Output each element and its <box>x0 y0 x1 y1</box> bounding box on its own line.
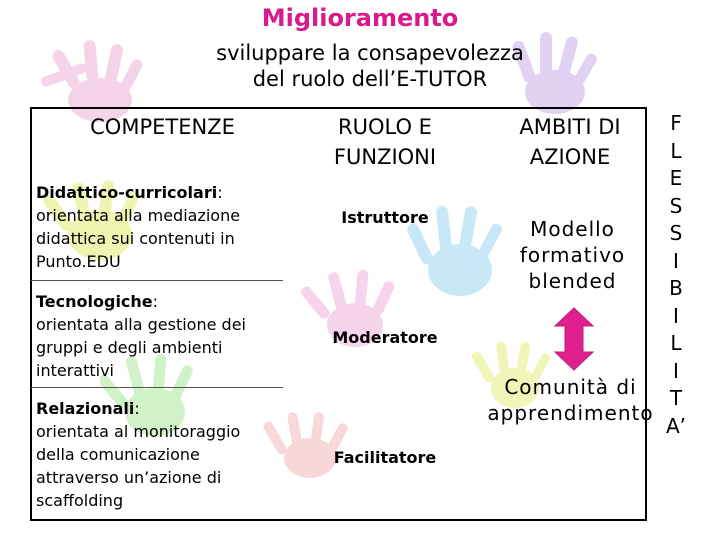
subtitle-line-1: sviluppare la consapevolezza <box>216 41 524 65</box>
competence-heading: Relazionali <box>36 399 135 418</box>
role-istruttore: Istruttore <box>341 208 429 227</box>
header-ambiti: AMBITI DI AZIONE <box>519 115 621 169</box>
double-arrow-icon <box>551 306 597 372</box>
subtitle-line-2: del ruolo dell’E-TUTOR <box>252 67 488 91</box>
role-moderatore: Moderatore <box>332 328 438 347</box>
competence-tecnologiche: Tecnologiche: orientata alla gestione dei gruppi e degli ambienti interattivi <box>36 292 246 380</box>
subtitle <box>170 40 570 92</box>
competence-heading: Tecnologiche <box>36 292 153 311</box>
header-ruolo: RUOLO E FUNZIONI <box>333 115 437 169</box>
competence-relazionali: Relazionali: orientata al monitoraggio della comunicazione attraverso un’azione di scaffolding <box>36 399 241 510</box>
role-facilitatore: Facilitatore <box>333 448 437 467</box>
ambit-comunita: Comunità di apprendimento <box>487 375 654 425</box>
ambit-modello: Modello formativo blended <box>519 217 626 293</box>
vertical-word-flessibilita: F L E S S I B I L I T A’ <box>665 111 687 438</box>
row-divider <box>31 387 283 388</box>
competence-didattico: Didattico-curricolari: orientata alla mediazione didattica sui contenuti in Punto.EDU <box>36 183 241 271</box>
row-divider <box>31 280 283 281</box>
competence-heading: Didattico-curricolari <box>36 183 218 202</box>
page-title: Miglioramento <box>261 4 459 32</box>
header-competenze: COMPETENZE <box>90 115 235 139</box>
